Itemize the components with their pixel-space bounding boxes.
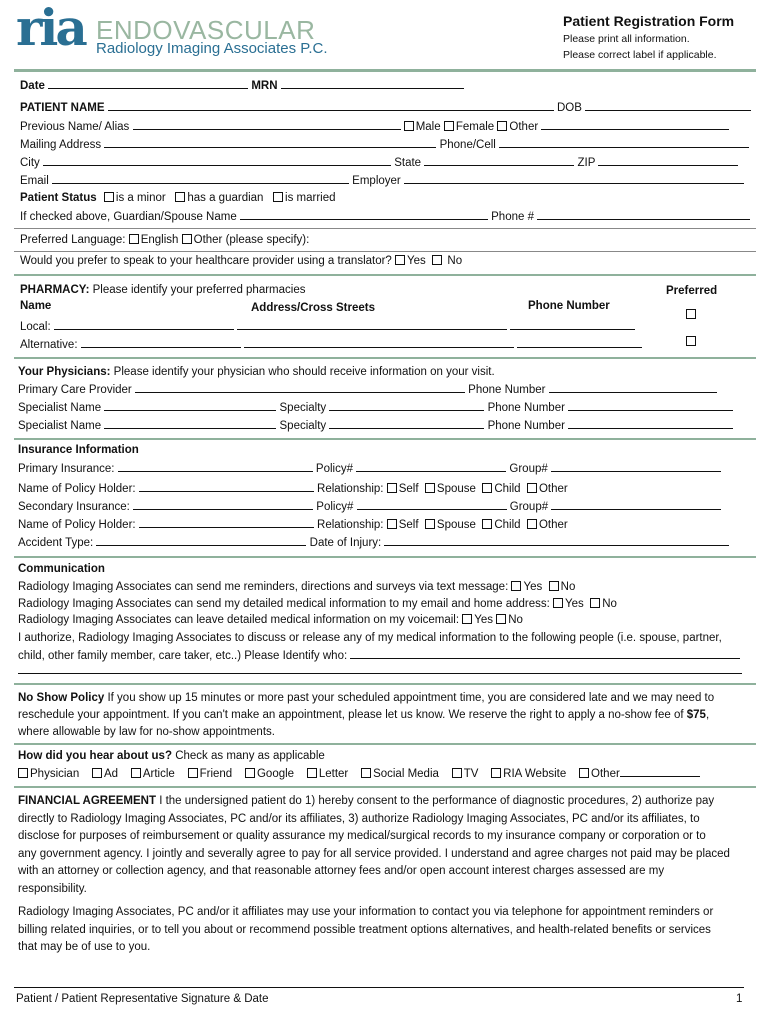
no-show-text-1: If you show up 15 minutes or more past your scheduled appointment time, you are considered late and we may need to xyxy=(107,692,715,704)
child-label: Child xyxy=(494,519,521,531)
text-yes-checkbox[interactable] xyxy=(511,581,521,591)
patient-status-label: Patient Status xyxy=(20,192,97,204)
pcp-phone-field[interactable] xyxy=(549,383,717,393)
signature-field[interactable] xyxy=(14,978,744,988)
section-rule xyxy=(14,683,756,685)
male-label: Male xyxy=(415,121,441,133)
previous-name-field[interactable] xyxy=(133,120,401,130)
patient-name-field[interactable] xyxy=(108,101,554,111)
guardian-checkbox[interactable] xyxy=(175,192,185,202)
other-relationship-label: Other xyxy=(538,519,568,531)
translator-yes-checkbox[interactable] xyxy=(395,255,405,265)
email-label: Email xyxy=(20,175,49,187)
text-no-label: No xyxy=(560,581,576,593)
section-rule xyxy=(14,786,756,788)
specialist-phone-label: Phone Number xyxy=(487,402,565,414)
translator-label: Would you prefer to speak to your healthcare provider using a translator? xyxy=(20,255,392,267)
friend-checkbox[interactable] xyxy=(188,768,198,778)
policy-label: Policy# xyxy=(315,463,353,475)
tv-checkbox[interactable] xyxy=(452,768,462,778)
married-label: is married xyxy=(285,192,336,204)
physician-label: Physician xyxy=(30,768,80,780)
primary-insurance-field[interactable] xyxy=(118,462,313,472)
consent-line: billing related inquiries, or to tell you about or recommend possible treatment options alternatives, and health-related benefits or services xyxy=(18,923,711,936)
pcp-label: Primary Care Provider xyxy=(18,384,132,396)
accident-field[interactable] xyxy=(96,536,306,546)
employer-field[interactable] xyxy=(404,174,744,184)
accident-label: Accident Type: xyxy=(18,537,94,549)
signature-row xyxy=(14,978,744,991)
group-field[interactable] xyxy=(551,500,721,510)
local-address-field[interactable] xyxy=(237,320,507,330)
alternative-label: Alternative: xyxy=(20,339,78,351)
no-show-text-2: reschedule your appointment. If you can't make an appointment, please let us know. We reserve the right to apply a no-show fee of xyxy=(18,709,684,721)
pcp-phone-label: Phone Number xyxy=(468,384,546,396)
article-label: Article xyxy=(142,768,175,780)
pharmacy-name-header: Name xyxy=(20,300,52,312)
mailing-label: Mailing Address xyxy=(20,139,102,151)
logo-subtitle: Radiology Imaging Associates P.C. xyxy=(96,40,328,57)
self-checkbox[interactable] xyxy=(387,519,397,529)
guardian-row xyxy=(20,210,750,223)
logo-endovascular: ENDOVASCULAR xyxy=(96,15,316,45)
tv-label: TV xyxy=(463,768,479,780)
section-rule xyxy=(14,743,756,745)
patient-name-row xyxy=(20,101,751,114)
financial-agreement xyxy=(18,793,752,898)
specialist-field[interactable] xyxy=(104,419,276,429)
specialist-label: Specialist Name xyxy=(18,420,102,432)
email-no-checkbox[interactable] xyxy=(590,598,600,608)
english-label: English xyxy=(140,234,179,246)
city-field[interactable] xyxy=(43,156,391,166)
text-yes-label: Yes xyxy=(523,581,543,593)
no-show-line-1 xyxy=(18,692,714,704)
mailing-field[interactable] xyxy=(104,138,436,148)
authorize-line-1: I authorize, Radiology Imaging Associates to discuss or release any of my medical information to the following people (i.e. spouse, partner, xyxy=(18,632,722,644)
guardian-phone-label: Phone # xyxy=(491,211,534,223)
minor-checkbox[interactable] xyxy=(104,192,114,202)
holder-row-1 xyxy=(18,482,568,495)
relationship-label: Relationship: xyxy=(317,519,384,531)
guardian-label: has a guardian xyxy=(187,192,264,204)
voicemail-no-checkbox[interactable] xyxy=(496,614,506,624)
financial-line xyxy=(18,793,752,811)
previous-name-row xyxy=(20,120,729,133)
married-checkbox[interactable] xyxy=(273,192,283,202)
email-row xyxy=(20,174,744,187)
alternative-preferred-checkbox[interactable] xyxy=(686,336,696,346)
patient-status-row xyxy=(20,192,336,204)
other-gender-checkbox[interactable] xyxy=(497,121,507,131)
ad-checkbox[interactable] xyxy=(92,768,102,778)
other-source-label: Other xyxy=(591,768,620,780)
email-yes-label: Yes xyxy=(565,598,584,610)
voicemail-no-label: No xyxy=(508,614,523,626)
guardian-name-label: If checked above, Guardian/Spouse Name xyxy=(20,211,237,223)
other-language-label: Other (please specify): xyxy=(193,234,310,246)
form-title: Patient Registration Form xyxy=(563,13,735,29)
no-show-line-2: reschedule your appointment. If you can't make an appointment, please let us know. We reserve the right to apply a no-show fee of $75, xyxy=(18,709,710,721)
male-checkbox[interactable] xyxy=(404,121,414,131)
no-show-heading: No Show Policy xyxy=(18,692,105,704)
accident-row xyxy=(18,536,729,549)
phone-cell-field[interactable] xyxy=(499,138,749,148)
authorize-extra-row xyxy=(18,664,742,677)
relationship-label: Relationship: xyxy=(317,483,384,495)
ria-website-label: RIA Website xyxy=(503,768,567,780)
consent-line: that may be of use to you. xyxy=(18,941,151,953)
insurance-heading: Insurance Information xyxy=(18,444,139,456)
financial-line: directly to Radiology Imaging Associates, PC and/or its affiliates, 3) authorize Radiology Imaging Associates, PC and/or its affiliates, to xyxy=(18,812,700,825)
minor-label: is a minor xyxy=(115,192,166,204)
secondary-insurance-field[interactable] xyxy=(133,500,313,510)
guardian-name-field[interactable] xyxy=(240,210,488,220)
state-field[interactable] xyxy=(424,156,574,166)
alternative-name-field[interactable] xyxy=(81,338,241,348)
hear-heading-label: How did you hear about us? xyxy=(18,750,172,762)
social-media-checkbox[interactable] xyxy=(361,768,371,778)
voicemail-yes-label: Yes xyxy=(474,614,494,626)
letter-checkbox[interactable] xyxy=(307,768,317,778)
authorize-field[interactable] xyxy=(350,649,740,659)
pharmacy-address-header: Address/Cross Streets xyxy=(251,302,375,314)
pcp-field[interactable] xyxy=(135,383,465,393)
policy-field[interactable] xyxy=(357,500,507,510)
financial-line: any government agency. I jointly and severally agree to pay for all service provided. I understand and agree charges not paid may be placed xyxy=(18,847,730,860)
other-relationship-label: Other xyxy=(538,483,568,495)
hear-heading xyxy=(18,750,325,762)
section-rule xyxy=(14,274,756,276)
article-checkbox[interactable] xyxy=(131,768,141,778)
other-gender-field[interactable] xyxy=(541,120,729,130)
specialist-row-1 xyxy=(18,401,733,414)
injury-field[interactable] xyxy=(384,536,729,546)
city-row xyxy=(20,156,738,169)
specialist-label: Specialist Name xyxy=(18,402,102,414)
physicians-intro: Please identify your physician who should receive information on your visit. xyxy=(113,366,495,378)
pharmacy-heading xyxy=(20,284,305,296)
child-label: Child xyxy=(494,483,521,495)
consent-line: Radiology Imaging Associates, PC and/or it affiliates may use your information to contact you via telephone for appointment reminders or xyxy=(18,906,714,918)
specialty-field[interactable] xyxy=(329,419,484,429)
self-label: Self xyxy=(398,483,419,495)
secondary-insurance-label: Secondary Insurance: xyxy=(18,501,130,513)
date-field[interactable] xyxy=(48,79,248,89)
holder-field[interactable] xyxy=(139,482,314,492)
local-phone-field[interactable] xyxy=(510,320,635,330)
secondary-insurance-row xyxy=(18,500,721,513)
no-show-fee: $75 xyxy=(686,709,706,721)
specialty-field[interactable] xyxy=(329,401,484,411)
specialist-field[interactable] xyxy=(104,401,276,411)
female-label: Female xyxy=(455,121,495,133)
email-field[interactable] xyxy=(52,174,349,184)
physician-checkbox[interactable] xyxy=(18,768,28,778)
email-message-label: Radiology Imaging Associates can send my detailed medical information to my email and home address: xyxy=(18,598,550,610)
patient-name-label: PATIENT NAME xyxy=(20,102,105,114)
financial-text: I the undersigned patient do 1) hereby consent to the performance of diagnostic procedures, 2) authorize pay xyxy=(159,795,715,807)
mrn-field[interactable] xyxy=(281,79,464,89)
financial-line: disclose for purposes of reimbursement or quality assurance my medical/surgical records to my insurance company or corporation or to xyxy=(18,830,706,842)
policy-label: Policy# xyxy=(316,501,354,513)
signature-label: Patient / Patient Representative Signature & Date xyxy=(16,993,269,1005)
spouse-checkbox[interactable] xyxy=(425,519,435,529)
child-checkbox[interactable] xyxy=(482,519,492,529)
group-label: Group# xyxy=(509,463,548,475)
group-field[interactable] xyxy=(551,462,721,472)
alternative-pharmacy-row xyxy=(20,338,642,351)
other-source-checkbox[interactable] xyxy=(579,768,589,778)
english-checkbox[interactable] xyxy=(129,234,139,244)
pharmacy-intro: Please identify your preferred pharmacies xyxy=(92,284,306,296)
hear-options-row xyxy=(18,767,700,780)
google-checkbox[interactable] xyxy=(245,768,255,778)
spouse-label: Spouse xyxy=(436,483,476,495)
specialty-label: Specialty xyxy=(279,402,327,414)
voicemail-row xyxy=(18,614,523,626)
local-label: Local: xyxy=(20,321,51,333)
physicians-heading-label: Your Physicians: xyxy=(18,366,111,378)
instruction-1: Please print all information. xyxy=(563,33,690,45)
group-label: Group# xyxy=(509,501,549,513)
logo-ria: ria xyxy=(16,0,85,57)
holder-field[interactable] xyxy=(139,518,314,528)
voicemail-yes-checkbox[interactable] xyxy=(462,614,472,624)
specialist-row-2 xyxy=(18,419,733,432)
financial-line: with an attorney or collection agency, and that reasonable attorney fees and/or open account interest charges assessed are my xyxy=(18,865,665,877)
zip-field[interactable] xyxy=(598,156,738,166)
alternative-phone-field[interactable] xyxy=(517,338,642,348)
authorize-extra-field[interactable] xyxy=(18,664,742,674)
social-media-label: Social Media xyxy=(373,768,439,780)
policy-field[interactable] xyxy=(356,462,506,472)
physicians-heading xyxy=(18,366,495,378)
other-source-field[interactable] xyxy=(620,767,700,777)
translator-row xyxy=(20,255,462,267)
pcp-row xyxy=(18,383,717,396)
local-preferred-checkbox[interactable] xyxy=(686,309,696,319)
instruction-2: Please correct label if applicable. xyxy=(563,49,717,61)
pharmacy-heading-label: PHARMACY: xyxy=(20,284,90,296)
no-show-line-3: where allowable by law for no-show appointments. xyxy=(18,726,275,738)
mrn-label: MRN xyxy=(251,80,278,92)
authorize-row xyxy=(18,649,740,662)
primary-insurance-row xyxy=(18,462,721,475)
state-label: State xyxy=(394,157,422,169)
local-pharmacy-row xyxy=(20,320,635,333)
preferred-header: Preferred xyxy=(666,285,718,297)
email-yes-checkbox[interactable] xyxy=(553,598,563,608)
spouse-label: Spouse xyxy=(436,519,476,531)
pharmacy-phone-header: Phone Number xyxy=(528,300,610,312)
spouse-checkbox[interactable] xyxy=(425,483,435,493)
primary-insurance-label: Primary Insurance: xyxy=(18,463,115,475)
email-message-row xyxy=(18,598,617,610)
date-row xyxy=(20,79,464,92)
section-rule xyxy=(14,556,756,558)
translator-yes-label: Yes xyxy=(407,255,426,267)
text-no-checkbox[interactable] xyxy=(549,581,559,591)
specialist-phone-field[interactable] xyxy=(568,419,733,429)
date-label: Date xyxy=(20,80,45,92)
other-relationship-checkbox[interactable] xyxy=(527,483,537,493)
holder-label: Name of Policy Holder: xyxy=(18,483,136,495)
hear-intro: Check as many as applicable xyxy=(175,750,325,762)
specialist-phone-field[interactable] xyxy=(568,401,733,411)
previous-name-label: Previous Name/ Alias xyxy=(20,121,130,133)
divider xyxy=(14,228,756,229)
guardian-phone-field[interactable] xyxy=(537,210,750,220)
letter-label: Letter xyxy=(318,768,349,780)
phone-cell-label: Phone/Cell xyxy=(439,139,496,151)
translator-no-label: No xyxy=(447,255,463,267)
specialist-phone-label: Phone Number xyxy=(487,420,565,432)
mailing-row xyxy=(20,138,749,151)
employer-label: Employer xyxy=(352,175,401,187)
self-checkbox[interactable] xyxy=(387,483,397,493)
other-gender-label: Other xyxy=(509,121,539,133)
self-label: Self xyxy=(398,519,419,531)
other-relationship-checkbox[interactable] xyxy=(527,519,537,529)
local-name-field[interactable] xyxy=(54,320,234,330)
authorize-label: child, other family member, care taker, etc..) Please Identify who: xyxy=(18,650,348,662)
child-checkbox[interactable] xyxy=(482,483,492,493)
google-label: Google xyxy=(256,768,295,780)
holder-row-2 xyxy=(18,518,568,531)
financial-heading: FINANCIAL AGREEMENT xyxy=(18,795,156,807)
zip-label: ZIP xyxy=(577,157,596,169)
contact-consent xyxy=(18,904,752,957)
dob-label: DOB xyxy=(556,102,582,114)
language-label: Preferred Language: xyxy=(20,234,126,246)
specialty-label: Specialty xyxy=(279,420,327,432)
female-checkbox[interactable] xyxy=(444,121,454,131)
communication-heading: Communication xyxy=(18,563,105,575)
text-message-row xyxy=(18,581,575,593)
dob-field[interactable] xyxy=(585,101,751,111)
alternative-address-field[interactable] xyxy=(244,338,514,348)
other-language-checkbox[interactable] xyxy=(182,234,192,244)
section-rule xyxy=(14,357,756,359)
ria-website-checkbox[interactable] xyxy=(491,768,501,778)
city-label: City xyxy=(20,157,40,169)
voicemail-label: Radiology Imaging Associates can leave detailed medical information on my voicemail: xyxy=(18,614,460,626)
email-no-label: No xyxy=(602,598,617,610)
header-rule xyxy=(14,69,756,72)
holder-label: Name of Policy Holder: xyxy=(18,519,136,531)
section-rule xyxy=(14,438,756,440)
translator-no-checkbox[interactable] xyxy=(432,255,442,265)
language-row xyxy=(20,234,309,246)
friend-label: Friend xyxy=(199,768,233,780)
injury-label: Date of Injury: xyxy=(309,537,382,549)
divider xyxy=(14,251,756,252)
page-number: 1 xyxy=(736,993,743,1005)
text-message-label: Radiology Imaging Associates can send me reminders, directions and surveys via text message: xyxy=(18,581,509,593)
ad-label: Ad xyxy=(104,768,119,780)
financial-line: responsibility. xyxy=(18,882,87,895)
